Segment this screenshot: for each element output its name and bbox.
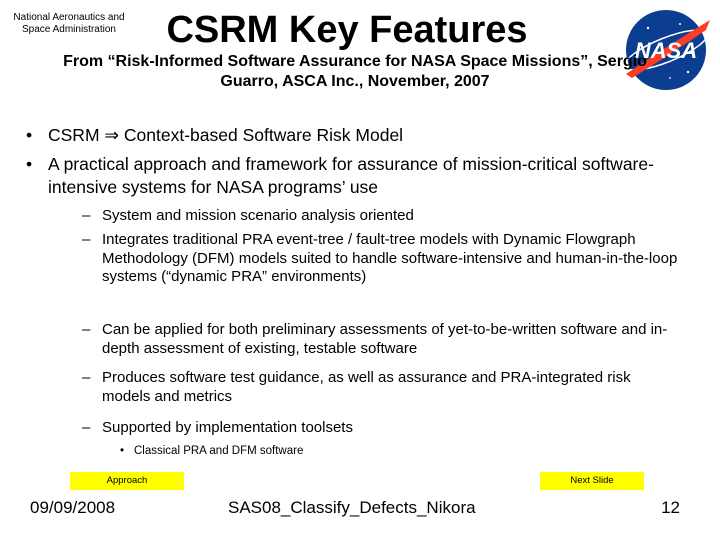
next-slide-button[interactable]: Next Slide [540, 472, 644, 490]
bullet-marker: • [26, 154, 33, 174]
sub-bullet-item [82, 231, 682, 287]
bullet-marker: • [26, 125, 33, 145]
bullet-text: A practical approach and framework for assurance of mission-critical software-intensive systems for NASA programs’ use [48, 154, 654, 197]
nasa-logo-wordmark: NASA [634, 38, 698, 63]
sub-bullet-marker: – [82, 231, 91, 248]
sub-bullet-marker: – [82, 207, 91, 224]
sub-sub-bullet-text: Classical PRA and DFM software [134, 445, 304, 457]
sub-bullet-marker: – [82, 369, 91, 386]
approach-link-button[interactable]: Approach [70, 472, 184, 490]
sub-bullet-marker: – [82, 321, 91, 338]
sub-bullet-text: System and mission scenario analysis oriented [102, 207, 414, 224]
sub-bullet-item [82, 207, 682, 226]
sub-sub-bullet-item [120, 444, 634, 458]
bullet-text: CSRM ⇒ Context-based Software Risk Model [48, 125, 404, 145]
slide-title: CSRM Key Features [166, 9, 528, 51]
footer-filename: SAS08_Classify_Defects_Nikora [228, 498, 476, 517]
slide-subtitle: From “Risk-Informed Software Assurance for NASA Space Missions”, Sergio Guarro, ASCA Inc., November, 2007 [63, 53, 647, 90]
sub-bullet-item [82, 369, 682, 406]
agency-name: National Aeronautics and Space Administration [13, 12, 125, 35]
sub-sub-bullet-marker: • [120, 445, 125, 457]
bullet-item [26, 153, 688, 199]
sub-bullet-text: Integrates traditional PRA event-tree / fault-tree models with Dynamic Flowgraph Methodology (DFM) models suited to handle software-intensive and human-in-the-loop systems (“dynamic PRA” environments) [102, 231, 678, 285]
page-number: 12 [661, 498, 680, 517]
sub-bullet-text: Can be applied for both preliminary assessments of yet-to-be-written software and in-depth assessment of existing, testable software [102, 321, 668, 357]
bullet-item [26, 124, 688, 147]
sub-bullet-text: Supported by implementation toolsets [102, 419, 353, 436]
sub-bullet-text: Produces software test guidance, as well as assurance and PRA-integrated risk models and metrics [102, 369, 631, 405]
sub-bullet-marker: – [82, 419, 91, 436]
sub-bullet-item [82, 321, 682, 358]
footer-date: 09/09/2008 [30, 498, 116, 517]
sub-bullet-item [82, 419, 682, 438]
